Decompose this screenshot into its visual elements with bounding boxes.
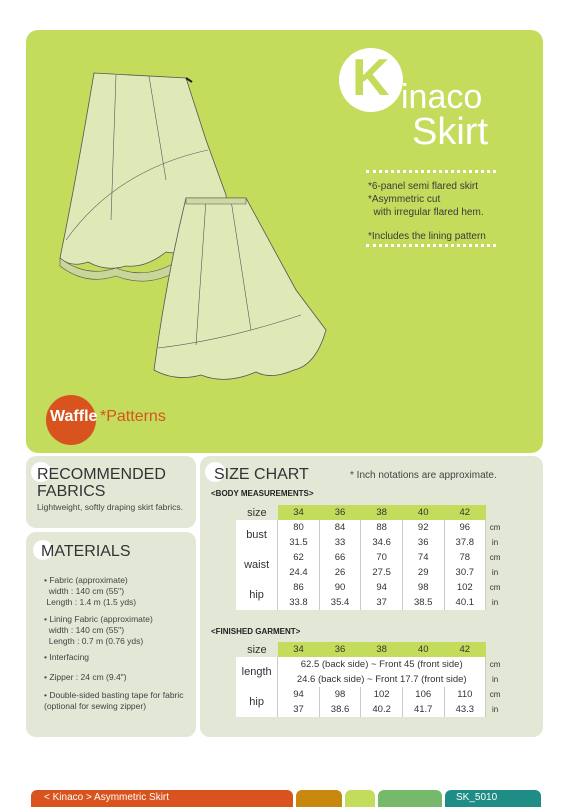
length-cm: 62.5 (back side) ~ Front 45 (front side) [278,657,486,672]
logo-letter: K [352,49,390,107]
size-label: size [247,506,267,519]
product-code: SK_5010 [456,792,498,803]
waist-in-36: 26 [319,565,361,580]
unit-cm: cm [489,583,501,592]
size-40: 40 [402,505,444,520]
size-header-row [236,642,504,657]
hip-in-42: 40.1 [444,595,486,610]
size-label: size [247,643,267,656]
finished-hip-cm-34: 94 [278,687,319,702]
dotted-divider-top [366,170,496,173]
hip-in-36: 35.4 [319,595,361,610]
size-36: 36 [319,505,361,520]
bust-in-36: 33 [319,535,361,550]
waist-in-38: 27.5 [361,565,403,580]
bust-label: bust [236,520,278,550]
hip-cm-34: 86 [278,580,320,595]
product-title: inaco [401,78,483,116]
waist-cm-36: 66 [319,550,361,565]
table-row [236,550,504,565]
finished-hip-cm-36: 98 [319,687,361,702]
materials-item-fabric: • Fabric (approximate) width : 140 cm (55") Length : 1.4 m (1.5 yds) [44,575,137,607]
hip-in-40: 38.5 [402,595,444,610]
size-42: 42 [444,642,486,657]
unit-in: in [491,675,499,684]
size-34: 34 [278,505,320,520]
waist-cm-40: 74 [402,550,444,565]
finished-hip-label: hip [236,687,278,717]
unit-in: in [491,598,499,607]
waist-cm-34: 62 [278,550,320,565]
table-row [236,657,504,672]
size-38: 38 [361,505,403,520]
hip-in-34: 33.8 [278,595,320,610]
finished-hip-in-34: 37 [278,702,319,717]
unit-cm: cm [489,523,501,532]
unit-cm: cm [489,690,501,699]
footer-swatch-ochre [296,790,342,807]
hip-cm-40: 98 [402,580,444,595]
materials-title: MATERIALS [41,543,131,560]
product-subtitle: Skirt [412,111,488,153]
finished-garment-table [236,642,504,717]
dotted-divider-bottom [366,244,496,247]
lining-note: *Includes the lining pattern [368,231,486,242]
materials-item-lining: • Lining Fabric (approximate) width : 140 cm (55") Length : 0.7 m (0.76 yds) [44,614,153,646]
waist-in-42: 30.7 [444,565,486,580]
hip-cm-36: 90 [319,580,361,595]
bust-in-42: 37.8 [444,535,486,550]
finished-hip-in-40: 41.7 [402,702,444,717]
bust-in-40: 36 [402,535,444,550]
footer-title: < Kinaco > Asymmetric Skirt [44,792,170,803]
finished-hip-in-42: 43.3 [444,702,486,717]
bust-cm-38: 88 [361,520,403,535]
footer-swatch-lime [345,790,375,807]
table-row [236,687,504,702]
unit-in: in [491,705,499,714]
fabrics-title-line2: FABRICS [37,483,106,500]
waist-label: waist [236,550,278,580]
bust-cm-42: 96 [444,520,486,535]
finished-hip-in-38: 40.2 [361,702,403,717]
length-label: length [236,657,278,687]
hip-in-38: 37 [361,595,403,610]
waist-cm-38: 70 [361,550,403,565]
materials-item-tape: • Double-sided basting tape for fabric (optional for sewing zipper) [44,690,184,711]
waist-in-34: 24.4 [278,565,320,580]
unit-in: in [491,538,499,547]
finished-hip-cm-40: 106 [402,687,444,702]
size-38: 38 [361,642,403,657]
size-header-row [236,505,504,520]
body-measurements-title: <BODY MEASUREMENTS> [211,489,314,498]
fabrics-text: Lightweight, softly draping skirt fabrics. [37,502,183,512]
hip-label: hip [236,580,278,610]
materials-item-interfacing: • Interfacing [44,652,90,662]
materials-item-zipper: • Zipper : 24 cm (9.4") [44,672,127,682]
body-measurements-table [236,505,504,610]
company-name-b: *Patterns [100,408,166,425]
size-36: 36 [319,642,361,657]
size-34: 34 [278,642,319,657]
unit-cm: cm [489,553,501,562]
finished-garment-title: <FINISHED GARMENT> [211,627,301,636]
waist-in-40: 29 [402,565,444,580]
hip-cm-38: 94 [361,580,403,595]
company-name-a: Waffle [50,408,98,425]
bust-in-38: 34.6 [361,535,403,550]
size-40: 40 [402,642,444,657]
table-row [236,580,504,595]
feature-list: *6-panel semi flared skirt *Asymmetric cut with irregular flared hem. [368,181,484,218]
table-row [236,520,504,535]
length-in: 24.6 (back side) ~ Front 17.7 (front side) [278,672,486,687]
unit-cm: cm [489,660,501,669]
bust-cm-40: 92 [402,520,444,535]
unit-in: in [491,568,499,577]
footer-swatch-green [378,790,442,807]
hip-cm-42: 102 [444,580,486,595]
finished-hip-in-36: 38.6 [319,702,361,717]
size-42: 42 [444,505,486,520]
size-chart-title: SIZE CHART [214,466,309,483]
inch-note: * Inch notations are approximate. [350,470,497,481]
waist-cm-42: 78 [444,550,486,565]
finished-hip-cm-38: 102 [361,687,403,702]
fabrics-title-line1: RECOMMENDED [37,466,166,483]
bust-cm-34: 80 [278,520,320,535]
finished-hip-cm-42: 110 [444,687,486,702]
bust-in-34: 31.5 [278,535,320,550]
bust-cm-36: 84 [319,520,361,535]
